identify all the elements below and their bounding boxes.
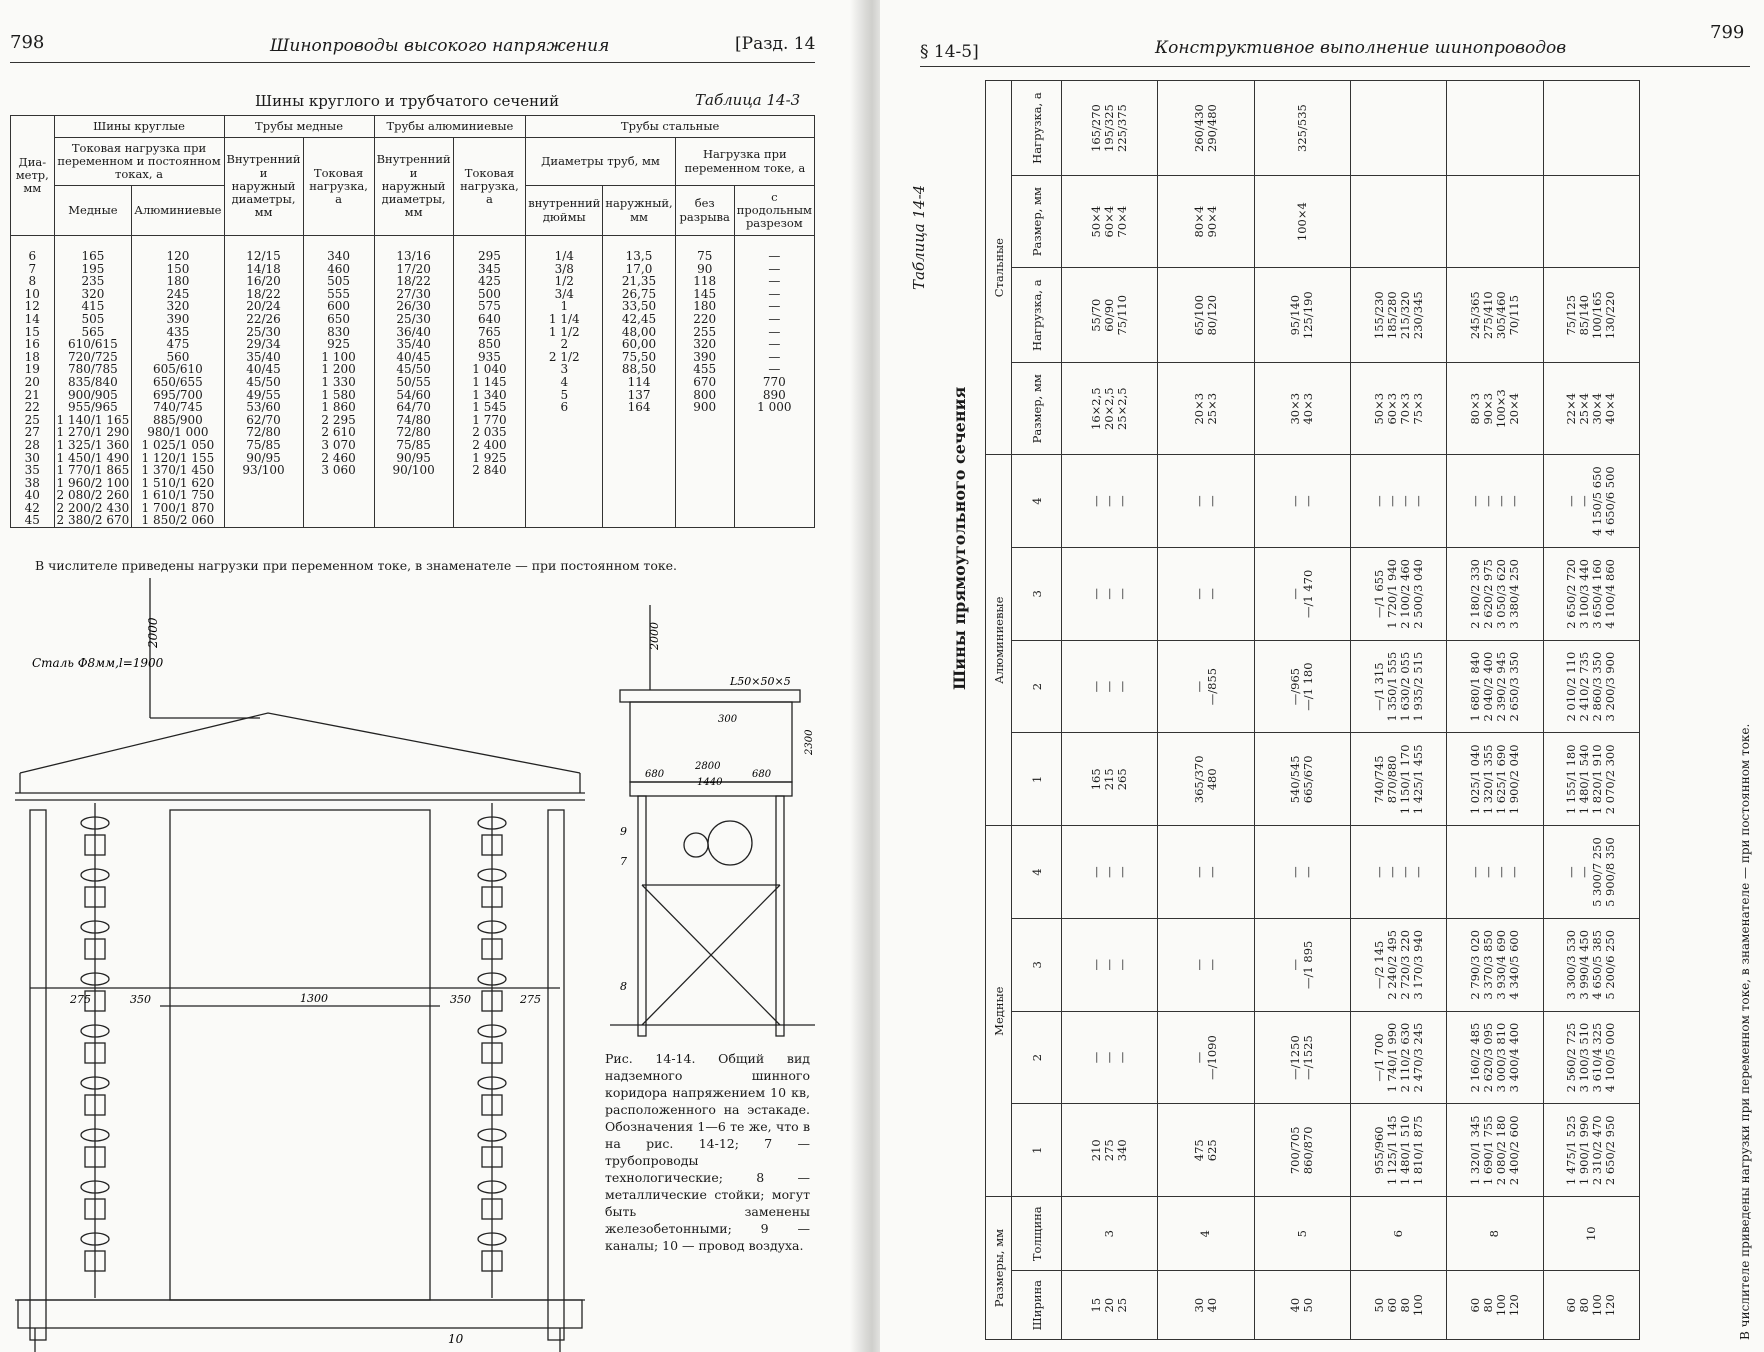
- cell-s2: 100×4: [1254, 176, 1350, 268]
- th-copper-r: Медные: [986, 826, 1012, 1197]
- th-al-4: 4: [1012, 455, 1062, 548]
- col-st-outer: 13,5 17,0 21,35 26,75 33,50 42,45 48,00 60,00 75,50 88,50 114 137 164: [603, 236, 675, 528]
- cell-cu2: 2 160/2 485 2 620/3 095 3 000/3 810 3 400/4 400: [1447, 1011, 1543, 1104]
- cell-cu4: — — — —: [1350, 826, 1446, 919]
- dim-1300: 1300: [300, 992, 328, 1005]
- cell-thick: 8: [1447, 1197, 1543, 1271]
- th-copper: Медные: [54, 186, 132, 236]
- cell-al3: — — —: [1062, 547, 1158, 640]
- cell-al3: —/1 655 1 720/1 940 2 100/2 460 2 500/3 040: [1350, 547, 1446, 640]
- cell-cu3: 3 300/3 530 3 990/4 450 4 650/5 385 5 200/6 250: [1543, 918, 1639, 1011]
- cell-width: 40 50: [1254, 1271, 1350, 1340]
- cell-l1: 245/365 275/410 305/460 70/115: [1447, 268, 1543, 363]
- cell-al3: — —: [1158, 547, 1254, 640]
- cell-al1: 540/545 665/670: [1254, 733, 1350, 826]
- th-sizes: Размеры, мм: [986, 1197, 1012, 1340]
- cell-l2: [1447, 81, 1543, 176]
- table-note-right: В числителе приведены нагрузки при переменном токе, в знаменателе — при постоянном токе.: [1738, 723, 1752, 1340]
- figure-cross-section: [0, 578, 600, 1352]
- section-label: [Разд. 14: [735, 34, 816, 54]
- th-no-gap: без разрыва: [675, 186, 734, 236]
- th-with-gap: с продольным разрезом: [734, 186, 814, 236]
- col-diameter: 6 7 8 10 12 14 15 16 18 19 20 21 22 25 27 28 30 35 38 40 42 45: [11, 236, 55, 528]
- th-pipe-diam: Диаметры труб, мм: [526, 138, 675, 186]
- cell-cu2: — — —: [1062, 1011, 1158, 1104]
- col-aluminum: 120 150 180 245 320 390 435 475 560 605/610 650/655 695/700 740/745 885/900 980/1 000 1 025/1 050 1 120/1 155 1 370/1 450 1 510/1 620 1 610/1 750 1 700/1 870 1 850/2 060: [132, 236, 224, 528]
- col-copper: 165 195 235 320 415 505 565 610/615 720/725 780/785 835/840 900/905 955/965 1 140/1 165 1 270/1 290 1 325/1 360 1 450/1 490 1 770/1 865 1 960/2 100 2 080/2 260 2 200/2 430 2 380/2 670: [54, 236, 132, 528]
- cell-l2: 260/430 290/480: [1158, 81, 1254, 176]
- table-row: [1350, 81, 1446, 1340]
- page-number: 798: [10, 32, 45, 53]
- cell-cu4: — — — —: [1447, 826, 1543, 919]
- cell-cu3: —/2 145 2 240/2 495 2 720/3 220 3 170/3 940: [1350, 918, 1446, 1011]
- cell-cu2: 2 560/2 725 3 100/3 510 3 610/4 325 4 100/5 000: [1543, 1011, 1639, 1104]
- th-al-diam: Внутренний и наружный диаметры, мм: [374, 138, 453, 236]
- th-cu-load: Токовая нагрузка, а: [303, 138, 374, 236]
- cell-cu3: 2 790/3 020 3 370/3 850 3 930/4 690 4 340/5 600: [1447, 918, 1543, 1011]
- th-st-load-1: Нагрузка, а: [1012, 268, 1062, 363]
- steel-label: Сталь Φ8мм,l=1900: [32, 656, 164, 670]
- cell-s1: 20×3 25×3: [1158, 363, 1254, 455]
- cell-al1: 1 025/1 040 1 320/1 355 1 625/1 690 1 900/2 040: [1447, 733, 1543, 826]
- cell-l2: 165/270 195/325 225/375: [1062, 81, 1158, 176]
- cell-thick: 5: [1254, 1197, 1350, 1271]
- cell-l1: 55/70 60/90 75/110: [1062, 268, 1158, 363]
- cell-width: 50 60 80 100: [1350, 1271, 1446, 1340]
- th-cu-tubes: Трубы медные: [224, 116, 374, 138]
- cell-al3: — —/1 470: [1254, 547, 1350, 640]
- cell-al2: —/1 315 1 350/1 555 1 630/2 055 1 935/2 515: [1350, 640, 1446, 733]
- cell-al1: 365/370 480: [1158, 733, 1254, 826]
- th-cu-diam: Внутренний и наружный диаметры, мм: [224, 138, 303, 236]
- angle-label: L50×50×5: [730, 675, 791, 688]
- dim-2000: 2000: [146, 617, 160, 648]
- th-inner: внутренний дюймы: [526, 186, 603, 236]
- header-rule-right: [920, 66, 1750, 67]
- dim-300: 300: [718, 714, 738, 725]
- cell-l1: 65/100 80/120: [1158, 268, 1254, 363]
- cell-cu2: —/1 700 1 740/1 990 2 110/2 630 2 470/3 245: [1350, 1011, 1446, 1104]
- dim-2300: 2300: [804, 729, 815, 755]
- cell-s1: 16×2,5 20×2,5 25×2,5: [1062, 363, 1158, 455]
- th-al-tubes: Трубы алюминиевые: [374, 116, 526, 138]
- cell-al2: 2 010/2 110 2 410/2 735 2 860/3 350 3 200/3 900: [1543, 640, 1639, 733]
- cell-al4: — —: [1158, 455, 1254, 548]
- th-al-load: Токовая нагрузка, а: [453, 138, 526, 236]
- th-outer: наружный, мм: [603, 186, 675, 236]
- cell-s1: 80×3 90×3 100×3 20×4: [1447, 363, 1543, 455]
- col-st-inner: 1/4 3/8 1/2 3/4 1 1 1/4 1 1/2 2 2 1/2 3 4 5 6: [526, 236, 603, 528]
- cell-width: 60 80 100 120: [1543, 1271, 1639, 1340]
- cell-cu1: 1 320/1 345 1 690/1 755 2 080/2 180 2 400/2 600: [1447, 1104, 1543, 1197]
- left-page: [0, 0, 860, 1352]
- cell-al2: — — —: [1062, 640, 1158, 733]
- cell-s2: [1350, 176, 1446, 268]
- cell-cu4: — —: [1158, 826, 1254, 919]
- running-title-right: Конструктивное выполнение шинопроводов: [1155, 38, 1567, 58]
- cell-width: 15 20 25: [1062, 1271, 1158, 1340]
- cell-al2: — —/855: [1158, 640, 1254, 733]
- th-aluminum: Алюминиевые: [132, 186, 224, 236]
- table-title-right: Шины прямоугольного сечения: [950, 386, 969, 690]
- cell-cu1: 700/705 860/870: [1254, 1104, 1350, 1197]
- cell-s1: 50×3 60×3 70×3 75×3: [1350, 363, 1446, 455]
- mark-9: 9: [620, 825, 627, 838]
- col-cu-load: 340 460 505 555 600 650 830 925 1 100 1 200 1 330 1 580 1 860 2 295 2 610 3 070 2 460 3 060: [303, 236, 374, 528]
- table-14-3: [10, 115, 815, 528]
- cell-al3: 2 180/2 330 2 620/2 975 3 050/3 620 3 380/4 250: [1447, 547, 1543, 640]
- table-label: Таблица 14-3: [695, 91, 801, 109]
- page-number-right: 799: [1710, 22, 1745, 43]
- cell-s2: 80×4 90×4: [1158, 176, 1254, 268]
- cell-l1: 155/230 185/280 215/320 230/345: [1350, 268, 1446, 363]
- th-width: Ширина: [1012, 1271, 1062, 1340]
- cell-cu2: — —/1090: [1158, 1011, 1254, 1104]
- col-st-no-gap: 75 90 118 145 180 220 255 320 390 455 670 800 900: [675, 236, 734, 528]
- cell-cu4: — — —: [1062, 826, 1158, 919]
- cell-cu1: 210 275 340: [1062, 1104, 1158, 1197]
- cell-cu1: 475 625: [1158, 1104, 1254, 1197]
- cell-al4: — — 4 150/5 650 4 650/6 500: [1543, 455, 1639, 548]
- figure-trestle: [600, 605, 830, 1045]
- th-aluminum-r: Алюминиевые: [986, 455, 1012, 826]
- running-title: Шинопроводы высокого напряжения: [270, 36, 610, 56]
- cell-width: 30 40: [1158, 1271, 1254, 1340]
- cell-cu4: — — 5 300/7 250 5 900/8 350: [1543, 826, 1639, 919]
- table-row: [1543, 81, 1639, 1340]
- cell-al2: —/965 —/1 180: [1254, 640, 1350, 733]
- dim-350-right: 350: [450, 993, 471, 1006]
- th-al-2: 2: [1012, 640, 1062, 733]
- th-cu-3: 3: [1012, 918, 1062, 1011]
- th-ac-load: Нагрузка при переменном токе, а: [675, 138, 814, 186]
- th-diameter: Диа-метр, мм: [11, 116, 55, 236]
- table-14-4: [985, 80, 1640, 1340]
- dim-350: 350: [130, 993, 151, 1006]
- cell-cu1: 955/960 1 125/1 145 1 480/1 510 1 810/1 875: [1350, 1104, 1446, 1197]
- cell-thick: 4: [1158, 1197, 1254, 1271]
- mark-7: 7: [620, 855, 627, 868]
- cell-cu3: — —/1 895: [1254, 918, 1350, 1011]
- col-st-gap: — — — — — — — — — — 770 890 1 000: [734, 236, 814, 528]
- table-row: [1062, 81, 1158, 1340]
- dim-680: 680: [645, 769, 665, 780]
- cell-cu4: — —: [1254, 826, 1350, 919]
- cell-al1: 1 155/1 180 1 480/1 540 1 820/1 910 2 070/2 300: [1543, 733, 1639, 826]
- th-thickness: Толщина: [1012, 1197, 1062, 1271]
- table-title: Шины круглого и трубчатого сечений: [255, 92, 560, 110]
- cell-cu1: 1 475/1 525 1 900/1 990 2 310/2 470 2 650/2 950: [1543, 1104, 1639, 1197]
- cell-width: 60 80 100 120: [1447, 1271, 1543, 1340]
- th-cu-4: 4: [1012, 826, 1062, 919]
- dim-1440: 1440: [697, 777, 723, 788]
- dim-275-right: 275: [520, 993, 541, 1006]
- cell-al4: — — — —: [1350, 455, 1446, 548]
- cell-l1: 95/140 125/190: [1254, 268, 1350, 363]
- th-steel-r: Стальные: [986, 81, 1012, 455]
- cell-al3: 2 650/2 720 3 100/3 440 3 650/4 160 4 100/4 860: [1543, 547, 1639, 640]
- col-al-diam: 13/16 17/20 18/22 27/30 26/30 25/30 36/40 35/40 40/45 45/50 50/55 54/60 64/70 74/80 72/80 75/85 90/95 90/100: [374, 236, 453, 528]
- mark-8: 8: [620, 980, 627, 993]
- cell-l2: [1543, 81, 1639, 176]
- header-rule: [10, 62, 815, 63]
- cell-thick: 3: [1062, 1197, 1158, 1271]
- th-round: Шины круглые: [54, 116, 224, 138]
- dim-275: 275: [70, 993, 91, 1006]
- cell-al4: — — — —: [1447, 455, 1543, 548]
- cell-s2: [1543, 176, 1639, 268]
- cell-al1: 740/745 870/880 1 150/1 170 1 425/1 455: [1350, 733, 1446, 826]
- th-st-size-1: Размер, мм: [1012, 363, 1062, 455]
- cell-s1: 22×4 25×4 30×4 40×4: [1543, 363, 1639, 455]
- cell-s1: 30×3 40×3: [1254, 363, 1350, 455]
- cell-cu2: —/1250 —/1525: [1254, 1011, 1350, 1104]
- cell-s2: 50×4 60×4 70×4: [1062, 176, 1158, 268]
- th-round-load: Токовая нагрузка при переменном и постоянном токах, а: [54, 138, 224, 186]
- th-cu-2: 2: [1012, 1011, 1062, 1104]
- cell-al1: 165 215 265: [1062, 733, 1158, 826]
- cell-cu3: — —: [1158, 918, 1254, 1011]
- cell-l1: 75/125 85/140 100/165 130/220: [1543, 268, 1639, 363]
- table-row: [1254, 81, 1350, 1340]
- cell-al2: 1 680/1 840 2 040/2 400 2 390/2 945 2 650/3 350: [1447, 640, 1543, 733]
- th-al-1: 1: [1012, 733, 1062, 826]
- table-label-right: Таблица 14-4: [910, 184, 928, 290]
- cell-thick: 10: [1543, 1197, 1639, 1271]
- right-page: [880, 0, 1764, 1352]
- col-al-load: 295 345 425 500 575 640 765 850 935 1 040 1 145 1 340 1 545 1 770 2 035 2 400 1 925 2 840: [453, 236, 526, 528]
- section-label-right: § 14-5]: [920, 42, 979, 62]
- cell-al4: — — —: [1062, 455, 1158, 548]
- dim-2000-side: 2000: [648, 622, 661, 650]
- cell-thick: 6: [1350, 1197, 1446, 1271]
- col-cu-diam: 12/15 14/18 16/20 18/22 20/24 22/26 25/30 29/34 35/40 40/45 45/50 49/55 53/60 62/70 72/80 75/85 90/95 93/100: [224, 236, 303, 528]
- rotated-table-block: [910, 80, 1710, 1340]
- mark-10: 10: [448, 1332, 464, 1346]
- table-row: [1447, 81, 1543, 1340]
- th-st-size-2: Размер, мм: [1012, 176, 1062, 268]
- table-note: В числителе приведены нагрузки при переменном токе, в знаменателе — при постоянном токе.: [35, 558, 678, 573]
- dim-680-right: 680: [752, 769, 772, 780]
- cell-l2: 325/535: [1254, 81, 1350, 176]
- table-row: [1158, 81, 1254, 1340]
- dim-2800: 2800: [695, 761, 721, 772]
- th-cu-1: 1: [1012, 1104, 1062, 1197]
- cell-al4: — —: [1254, 455, 1350, 548]
- cell-cu3: — — —: [1062, 918, 1158, 1011]
- cell-s2: [1447, 176, 1543, 268]
- th-steel-tubes: Трубы стальные: [526, 116, 815, 138]
- th-st-load-2: Нагрузка, а: [1012, 81, 1062, 176]
- figure-caption: Рис. 14-14. Общий вид надземного шинного коридора напряжением 10 кв, расположенного на эстакаде. Обозначения 1—6 те же, что в на рис. 14-12; 7 — трубопроводы технологические; 8 — металлические стойки; могут быть заменены железобетонными; 9 — каналы; 10 — провод воздуха.: [605, 1051, 810, 1253]
- th-al-3: 3: [1012, 547, 1062, 640]
- cell-l2: [1350, 81, 1446, 176]
